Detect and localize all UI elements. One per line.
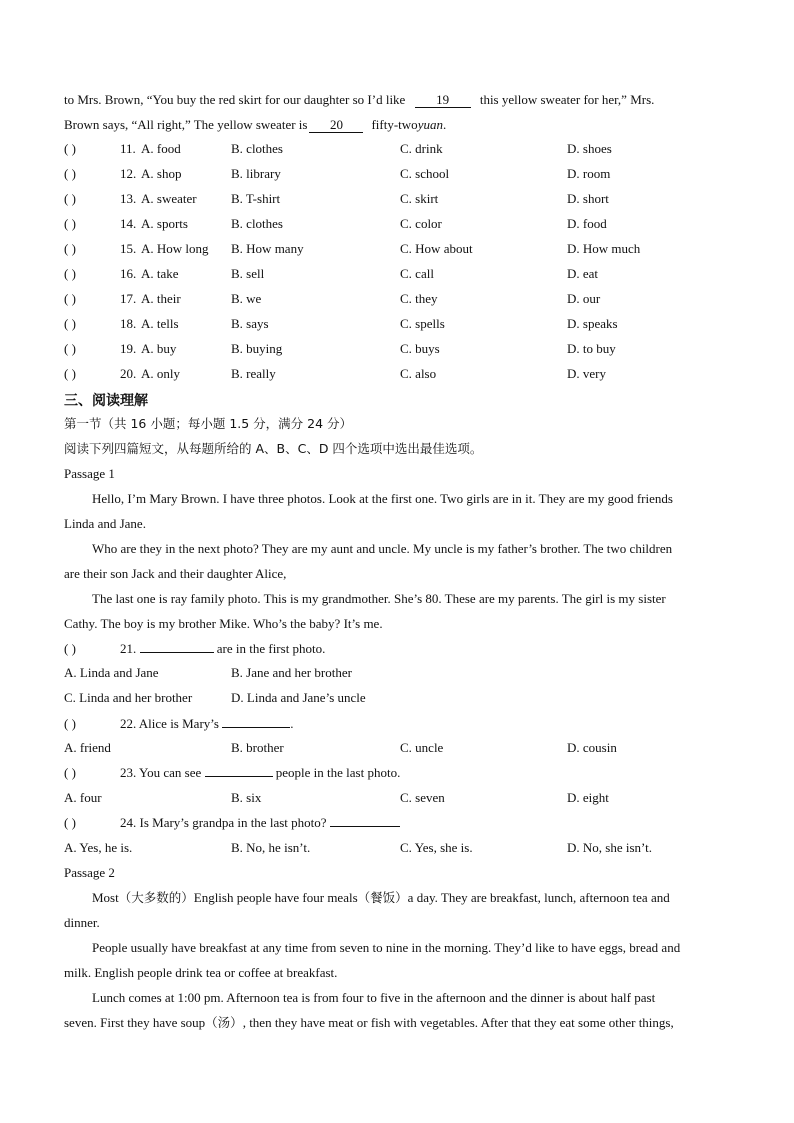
option-c[interactable]: C. How about — [400, 241, 473, 256]
option-a[interactable]: A. How long — [141, 241, 209, 256]
question-number: 16. — [120, 266, 137, 281]
option-a[interactable]: A. friend — [64, 740, 111, 755]
option-a[interactable]: A. Linda and Jane — [64, 665, 159, 680]
option-d[interactable]: D. our — [567, 291, 601, 306]
option-a[interactable]: A. only — [141, 366, 180, 381]
cloze-question — [64, 140, 732, 158]
passage-1-text: The last one is ray family photo. This is my grandmother. She’s 80. These are my parents. The girl is my sister — [92, 591, 666, 606]
question-number: 14. — [120, 216, 137, 231]
option-d[interactable]: D. eight — [567, 790, 609, 805]
section-part: 第一节（共 16 小题；每小题 1.5 分，满分 24 分） — [64, 416, 353, 431]
passage-1-text: Linda and Jane. — [64, 516, 146, 531]
answer-blank[interactable] — [205, 776, 273, 777]
option-a[interactable]: A. sports — [141, 216, 188, 231]
question-number: 12. — [120, 166, 137, 181]
option-c[interactable]: C. uncle — [400, 740, 444, 755]
cloze-text: this yellow sweater for her,” Mrs. — [479, 92, 655, 107]
option-a[interactable]: A. shop — [141, 166, 182, 181]
option-a[interactable]: A. food — [141, 141, 181, 156]
option-b[interactable]: B. really — [231, 366, 276, 381]
cloze-question — [64, 315, 732, 333]
question-number: 18. — [120, 316, 137, 331]
option-b[interactable]: B. clothes — [231, 216, 283, 231]
option-d[interactable]: D. to buy — [567, 341, 616, 356]
answer-paren[interactable]: ( ) — [64, 241, 76, 256]
cloze-question — [64, 190, 732, 208]
question-24-options — [64, 839, 732, 857]
passage-2-text: milk. English people drink tea or coffee at breakfast. — [64, 965, 338, 980]
passage-2-text: dinner. — [64, 915, 100, 930]
option-a[interactable]: A. four — [64, 790, 102, 805]
option-c[interactable]: C. drink — [400, 141, 443, 156]
cloze-text: to Mrs. Brown, “You buy the red skirt for our daughter so I’d like — [64, 92, 406, 107]
cloze-question — [64, 215, 732, 233]
option-a[interactable]: A. buy — [141, 341, 177, 356]
option-d[interactable]: D. shoes — [567, 141, 612, 156]
cloze-line-1 — [64, 91, 732, 109]
option-b[interactable]: B. T-shirt — [231, 191, 281, 206]
option-c[interactable]: C. buys — [400, 341, 440, 356]
cloze-text: fifty-two — [371, 117, 418, 132]
answer-paren[interactable]: ( ) — [64, 765, 76, 780]
passage-2-text: People usually have breakfast at any time from seven to nine in the morning. They’d like to have eggs, bread and — [92, 940, 681, 955]
answer-paren[interactable]: ( ) — [64, 191, 76, 206]
option-c[interactable]: C. color — [400, 216, 442, 231]
cloze-question — [64, 265, 732, 283]
option-d[interactable]: D. cousin — [567, 740, 617, 755]
option-d[interactable]: D. speaks — [567, 316, 618, 331]
answer-paren[interactable]: ( ) — [64, 216, 76, 231]
question-number: 11. — [120, 141, 136, 156]
option-b[interactable]: B. says — [231, 316, 269, 331]
option-c[interactable]: C. Linda and her brother — [64, 690, 193, 705]
answer-blank[interactable] — [140, 652, 214, 653]
option-b[interactable]: B. we — [231, 291, 262, 306]
option-b[interactable]: B. buying — [231, 341, 283, 356]
cloze-question — [64, 165, 732, 183]
passage-1-text: Cathy. The boy is my brother Mike. Who’s the baby? It’s me. — [64, 616, 383, 631]
option-b[interactable]: B. sell — [231, 266, 265, 281]
option-c[interactable]: C. spells — [400, 316, 445, 331]
passage-2-text: seven. First they have soup（汤）, then they have meat or fish with vegetables. After that they eat some other things, — [64, 1015, 674, 1030]
question-number: 19. — [120, 341, 137, 356]
answer-paren[interactable]: ( ) — [64, 291, 76, 306]
option-d[interactable]: D. No, she isn’t. — [567, 840, 652, 855]
question-21-options-row2 — [64, 689, 732, 707]
passage-1-text: are their son Jack and their daughter Alice, — [64, 566, 287, 581]
answer-paren[interactable]: ( ) — [64, 141, 76, 156]
answer-paren[interactable]: ( ) — [64, 641, 76, 656]
option-a[interactable]: A. tells — [141, 316, 179, 331]
option-b[interactable]: B. brother — [231, 740, 284, 755]
option-b[interactable]: B. clothes — [231, 141, 283, 156]
yuan-italic: yuan — [417, 117, 443, 132]
option-c[interactable]: C. also — [400, 366, 437, 381]
cloze-question — [64, 365, 732, 383]
option-d[interactable]: D. Linda and Jane’s uncle — [231, 690, 366, 705]
section-title: 三、阅读理解 — [64, 393, 148, 409]
cloze-question — [64, 290, 732, 308]
answer-paren[interactable]: ( ) — [64, 815, 76, 830]
passage-1-text: Who are they in the next photo? They are my aunt and uncle. My uncle is my father’s brother. The two children — [92, 541, 673, 556]
cloze-line-2: Brown says, “All right,” The yellow sweater is 20 fifty-twoyuan. — [64, 117, 447, 132]
passage-2-text: Lunch comes at 1:00 pm. Afternoon tea is from four to five in the afternoon and the dinner is about half past — [92, 990, 656, 1005]
question-number: 15. — [120, 241, 137, 256]
answer-paren[interactable]: ( ) — [64, 316, 76, 331]
blank-19[interactable]: 19 — [415, 93, 471, 108]
option-d[interactable]: D. short — [567, 191, 609, 206]
question-21-options-row1 — [64, 664, 732, 682]
option-c[interactable]: C. school — [400, 166, 450, 181]
option-d[interactable]: D. food — [567, 216, 607, 231]
option-d[interactable]: D. room — [567, 166, 611, 181]
option-c[interactable]: C. they — [400, 291, 438, 306]
question-number: 20. — [120, 366, 137, 381]
question-number: 17. — [120, 291, 137, 306]
cloze-question — [64, 240, 732, 258]
passage-2-label: Passage 2 — [64, 865, 115, 880]
answer-paren[interactable]: ( ) — [64, 266, 76, 281]
answer-paren[interactable]: ( ) — [64, 716, 76, 731]
answer-blank[interactable] — [222, 727, 290, 728]
option-b[interactable]: B. six — [231, 790, 262, 805]
option-c[interactable]: C. skirt — [400, 191, 439, 206]
question-number: 13. — [120, 191, 137, 206]
question-22-options — [64, 739, 732, 757]
passage-1-label: Passage 1 — [64, 466, 115, 481]
option-c[interactable]: C. Yes, she is. — [400, 840, 473, 855]
passage-1-text: Hello, I’m Mary Brown. I have three photos. Look at the first one. Two girls are in it. They are my good friends — [92, 491, 673, 506]
option-a[interactable]: A. their — [141, 291, 181, 306]
answer-paren[interactable]: ( ) — [64, 166, 76, 181]
option-d[interactable]: D. very — [567, 366, 606, 381]
passage-2-text: Most（大多数的）English people have four meals（餐饭）a day. They are breakfast, lunch, afternoon tea and — [92, 890, 670, 905]
option-d[interactable]: D. eat — [567, 266, 599, 281]
exam-page: to Mrs. Brown, “You buy the red skirt for our daughter so I’d like 19 this yellow sweater for her,” Mrs. Brown says, “All right,” The yellow sweater is 20 fifty-twoyuan. ( ) 11. A. food B. clothes C. drink D. shoes ( ) 12. A. shop B. library C. school D. room ( ) 13. A. sweater B. T-shirt C. skirt D. short ( ) 14. A. sports B. clothes C. color D. food ( ) 15. A. How long B. How many C. How about D. How much ( ) 16. A. take B. sell C. call D. eat ( ) 17. A. their B. we C. they D. our ( ) 18. A. tells B. says C. spells D. speaks ( ) 19. A. buy B. buying C. buys D. to buy ( ) 20. A. only B. really C. also D. very 三、阅读理解 第一节（共 16 小题；每小题 1.5 分，满分 24 分） 阅读下列四篇短文，从每题所给的 A、B、C、D 四个选项中选出最佳选项。 Passage 1 Hello, I’m Mary Brown. I have three photos. Look at the first one. Two girls are in it. They are my good friends Linda and Jane. Who are they in the next photo? They are my aunt and uncle. My uncle is my father’s brother. The two children are their son Jack and their daughter Alice, The last one is ray family photo. This is my grandmother. She’s 80. These are my parents. The girl is my sister Cathy. The boy is my brother Mike. Who’s the baby? It’s me. ( ) 21. are in the first photo. A. Linda and Jane B. Jane and her brother C. Linda and her brother D. Linda and Jane’s uncle ( ) 22. Alice is Mary’s . A. friend B. brother C. uncle D. cousin ( ) 23. You can see people in the last photo. A. four B. six C. seven D. eight ( ) 24. Is Mary’s grandpa in the last photo? A. Yes, he is. B. No, he isn’t. C. Yes, she is. D. No, she isn’t. Passage 2 Most（大多数的）English people have four meals（餐饭）a day. They are breakfast, lunch, afternoon tea and dinner. People usually have breakfast at any time from seven to nine in the morning. They’d like to have eggs, bread and milk. English people drink tea or coffee at breakfast. Lunch comes at 1:00 pm. Afternoon tea is from four to five in the afternoon and the dinner is about half past seven. First they have soup（汤）, then they have meat or fish with vegetables. After that they eat some other things, — [0, 0, 794, 1123]
answer-blank[interactable] — [330, 826, 400, 827]
cloze-question — [64, 340, 732, 358]
option-a[interactable]: A. sweater — [141, 191, 197, 206]
option-c[interactable]: C. call — [400, 266, 434, 281]
section-instruction: 阅读下列四篇短文，从每题所给的 A、B、C、D 四个选项中选出最佳选项。 — [64, 441, 483, 456]
blank-20[interactable]: 20 — [309, 118, 363, 133]
question-23-options — [64, 789, 732, 807]
option-b[interactable]: B. How many — [231, 241, 304, 256]
option-b[interactable]: B. Jane and her brother — [231, 665, 352, 680]
option-a[interactable]: A. take — [141, 266, 179, 281]
option-b[interactable]: B. library — [231, 166, 281, 181]
option-d[interactable]: D. How much — [567, 241, 641, 256]
answer-paren[interactable]: ( ) — [64, 341, 76, 356]
cloze-text: Brown says, “All right,” The yellow sweater is — [64, 117, 308, 132]
option-a[interactable]: A. Yes, he is. — [64, 840, 133, 855]
option-c[interactable]: C. seven — [400, 790, 445, 805]
answer-paren[interactable]: ( ) — [64, 366, 76, 381]
option-b[interactable]: B. No, he isn’t. — [231, 840, 311, 855]
